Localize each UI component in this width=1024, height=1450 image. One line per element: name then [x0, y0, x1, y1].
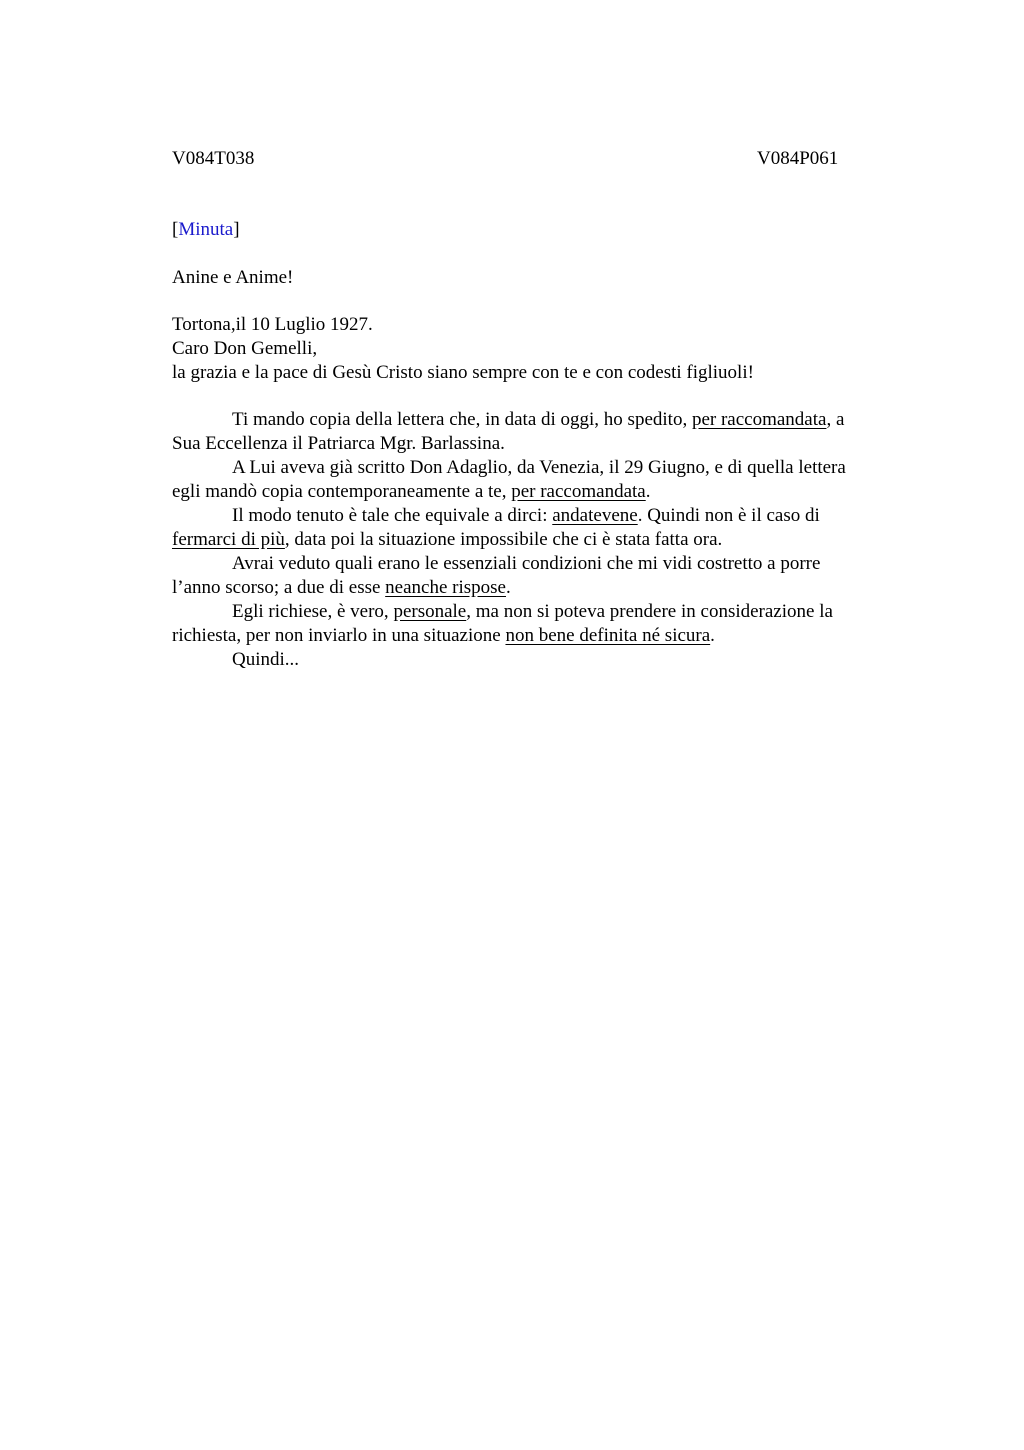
salutation: Caro Don Gemelli, — [172, 338, 318, 359]
text-run: , data poi la situazione impossibile che ci è stata fatta ora. — [284, 529, 723, 550]
text-run: . — [505, 577, 511, 598]
letter-body — [172, 408, 912, 672]
text-run: Ti mando copia della lettera che, in data di oggi, ho spedito, — [232, 409, 692, 430]
body-line — [172, 576, 912, 600]
text-run: , ma non si poteva prendere in considerazione la — [466, 601, 833, 622]
text-run: , a — [826, 409, 845, 430]
body-line — [172, 504, 912, 528]
text-run: . — [710, 625, 715, 646]
bracket-close: ] — [233, 219, 240, 240]
body-line — [172, 480, 912, 504]
text-run: Egli richiese, è vero, — [232, 601, 394, 622]
text-run: . — [645, 481, 651, 502]
underlined-text: fermarci di più — [172, 529, 285, 550]
body-line — [172, 528, 912, 552]
minuta-text: Minuta — [178, 219, 234, 240]
letter-heading: Anine e Anime! — [172, 267, 294, 288]
body-line — [172, 624, 912, 648]
underlined-text: personale — [393, 601, 467, 622]
underlined-text: neanche rispose — [385, 577, 506, 598]
document-code-left: V084T038 — [172, 148, 255, 169]
bracket-open: [ — [172, 219, 179, 240]
underlined-text: per raccomandata — [511, 481, 646, 502]
text-run: egli mandò copia contemporaneamente a te, — [172, 481, 512, 502]
letter-opening — [172, 313, 912, 385]
text-run: Il modo tenuto è tale che equivale a dirci: — [232, 505, 553, 526]
text-run: l’anno scorso; a due di esse — [172, 577, 386, 598]
text-run: richiesta, per non inviarlo in una situazione — [172, 625, 506, 646]
underlined-text: non bene definita né sicura — [505, 625, 711, 646]
date-line: Tortona,il 10 Luglio 1927. — [172, 314, 373, 335]
body-line — [172, 600, 912, 624]
underlined-text: per raccomandata — [691, 409, 827, 430]
text-run: . Quindi non è il caso di — [637, 505, 820, 526]
document-code-right: V084P061 — [757, 148, 839, 169]
body-line: Quindi... — [232, 649, 300, 670]
minuta-label — [172, 218, 240, 242]
underlined-text: andatevene — [552, 505, 638, 526]
body-line: Sua Eccellenza il Patriarca Mgr. Barlassina. — [172, 433, 505, 454]
body-line: Avrai veduto quali erano le essenziali condizioni che mi vidi costretto a porre — [232, 553, 821, 574]
body-line: A Lui aveva già scritto Don Adaglio, da Venezia, il 29 Giugno, e di quella lettera — [232, 457, 846, 478]
greeting: la grazia e la pace di Gesù Cristo siano sempre con te e con codesti figliuoli! — [172, 362, 754, 383]
body-line — [172, 408, 912, 432]
